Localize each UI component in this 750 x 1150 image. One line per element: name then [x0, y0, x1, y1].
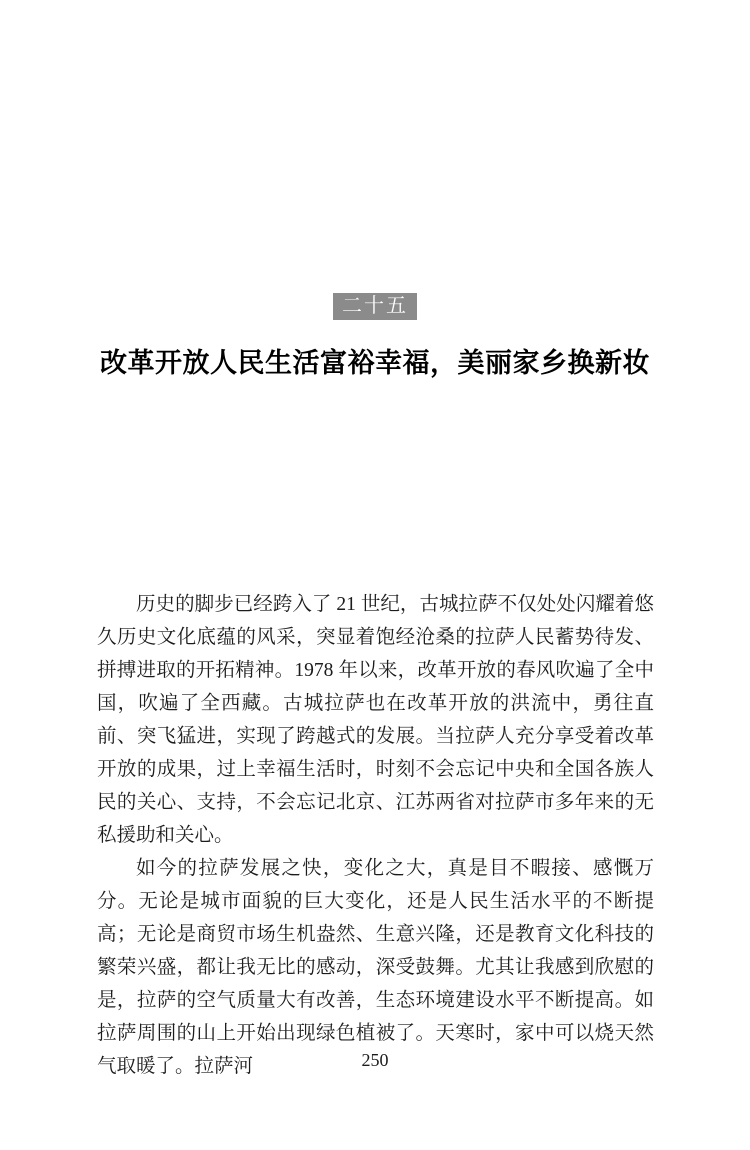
page-number: 250 [361, 1050, 389, 1070]
chapter-title: 改革开放人民生活富裕幸福，美丽家乡换新妆 [100, 348, 650, 378]
chapter-number-label: 二十五 [342, 295, 408, 317]
body-text [97, 588, 654, 1083]
paragraph-1: 历史的脚步已经跨入了 21 世纪，古城拉萨不仅处处闪耀着悠久历史文化底蕴的风采，突显着饱经沧桑的拉萨人民蓄势待发、拼搏进取的开拓精神。1978 年以来，改革开放的春风吹遍了全中国，吹遍了全西藏。古城拉萨也在改革开放的洪流中，勇往直前、突飞猛进，实现了跨越式的发展。当拉萨人充分享受着改革开放的成果，过上幸福生活时，时刻不会忘记中央和全国各族人民的关心、支持，不会忘记北京、江苏两省对拉萨市多年来的无私援助和关心。 [97, 594, 654, 846]
chapter-number-badge [333, 293, 417, 320]
paragraph-2: 如今的拉萨发展之快，变化之大，真是目不暇接、感慨万分。无论是城市面貌的巨大变化，还是人民生活水平的不断提高；无论是商贸市场生机盎然、生意兴隆，还是教育文化科技的繁荣兴盛，都让我无比的感动，深受鼓舞。尤其让我感到欣慰的是，拉萨的空气质量大有改善，生态环境建设水平不断提高。如拉萨周围的山上开始出现绿色植被了。天寒时，家中可以烧天然气取暖了。拉萨河 [97, 858, 654, 1077]
